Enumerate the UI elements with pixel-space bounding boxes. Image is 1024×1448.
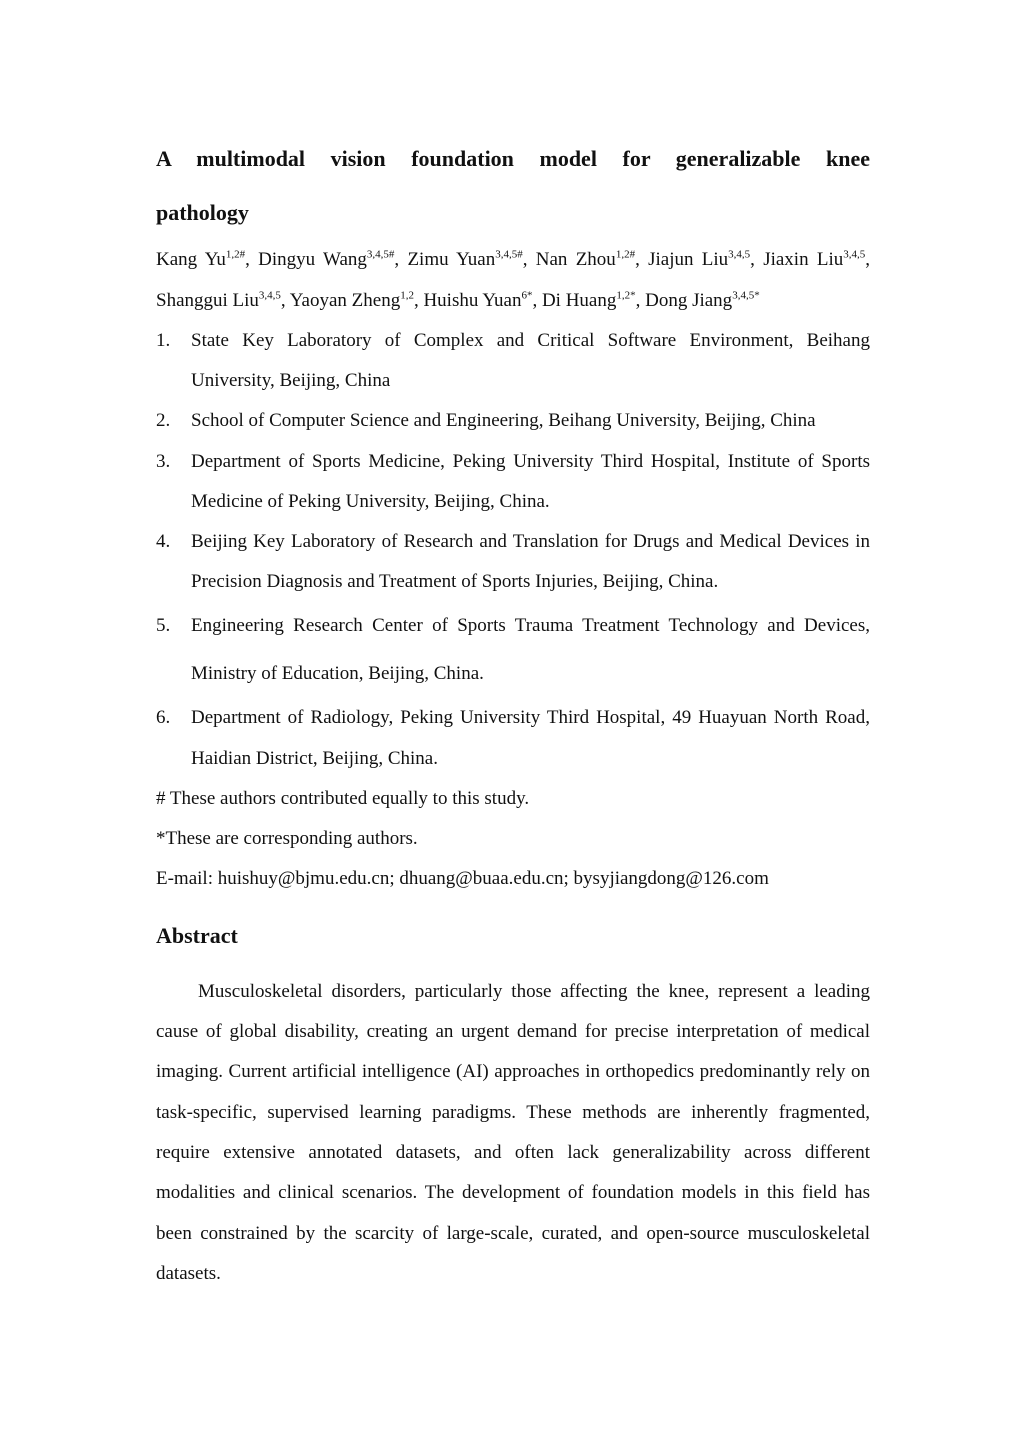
affiliation-item: 1. State Key Laboratory of Complex and Critical Software Environment, Beihang University, Beijing, China — [156, 330, 870, 392]
author: Nan Zhou$^{1,2\#}$, — [535, 248, 649, 270]
corresponding-author-note: *These are corresponding authors. — [156, 828, 418, 850]
author: Jiaxin Liu$^{3,4,5}$, — [763, 248, 870, 270]
author-notes — [156, 779, 870, 900]
abstract-text: Musculoskeletal disorders, particularly those affecting the knee, represent a leading cause of global disability, creating an urgent demand for precise interpretation of medical imaging. Current artificial intelligence (AI) approaches in orthopedics predominantly rely on task-specific, supervised learning paradigms. These methods are inherently fragmented, require extensive annotated datasets, and often lack generalizability across different modalities and clinical scenarios. The development of foundation models in this field has been constrained by the scarcity of large-scale, curated, and open-source musculoskeletal datasets. — [156, 980, 870, 1284]
title-line-1: A multimodal vision foundation model for generalizable knee — [156, 146, 870, 171]
affiliation-item: 4. Beijing Key Laboratory of Research and Translation for Drugs and Medical Devices in Precision Diagnosis and Treatment of Sports Injuries, Beijing, China. — [156, 531, 870, 593]
equal-contribution-note: # These authors contributed equally to this study. — [156, 787, 530, 809]
affiliation-list — [156, 321, 870, 779]
paper-page — [156, 132, 870, 1294]
author: Jiajun Liu$^{3,4,5}$, — [648, 248, 764, 270]
email-line: E-mail: huishuy@bjmu.edu.cn; dhuang@buaa.edu.cn; bysyjiangdong@126.com — [156, 868, 769, 890]
title-line-2: pathology — [156, 200, 249, 225]
affiliation-item: 5. Engineering Research Center of Sports Trauma Treatment Technology and Devices, Ministry of Education, Beijing, China. — [156, 615, 870, 685]
affiliation-item: 6. Department of Radiology, Peking University Third Hospital, 49 Huayuan North Road, Haidian District, Beijing, China. — [156, 707, 870, 769]
abstract-heading: Abstract — [156, 922, 238, 948]
author: Zimu Yuan$^{3,4,5\#}$, — [407, 248, 536, 270]
author: Huishu Yuan$^{6*}$, — [423, 289, 542, 311]
paper-title — [156, 132, 870, 240]
author: Di Huang$^{1,2*}$, — [541, 289, 646, 311]
author-list — [156, 240, 870, 321]
affiliation-item: 3. Department of Sports Medicine, Peking University Third Hospital, Institute of Sports Medicine of Peking University, Beijing, China. — [156, 450, 870, 512]
author: Yaoyan Zheng$^{1,2}$, — [289, 289, 424, 311]
author: Kang $Yu^{1,2\#}$, — [156, 248, 259, 270]
author: Dong Jiang$^{3,4,5*}$ — [645, 289, 760, 311]
author: Shanggui Liu$^{3,4,5}$, — [156, 289, 290, 311]
author: Dingyu Wang$^{3,4,5\#}$, — [258, 248, 408, 270]
affiliation-item: 2. School of Computer Science and Engineering, Beihang University, Beijing, China — [156, 410, 816, 432]
